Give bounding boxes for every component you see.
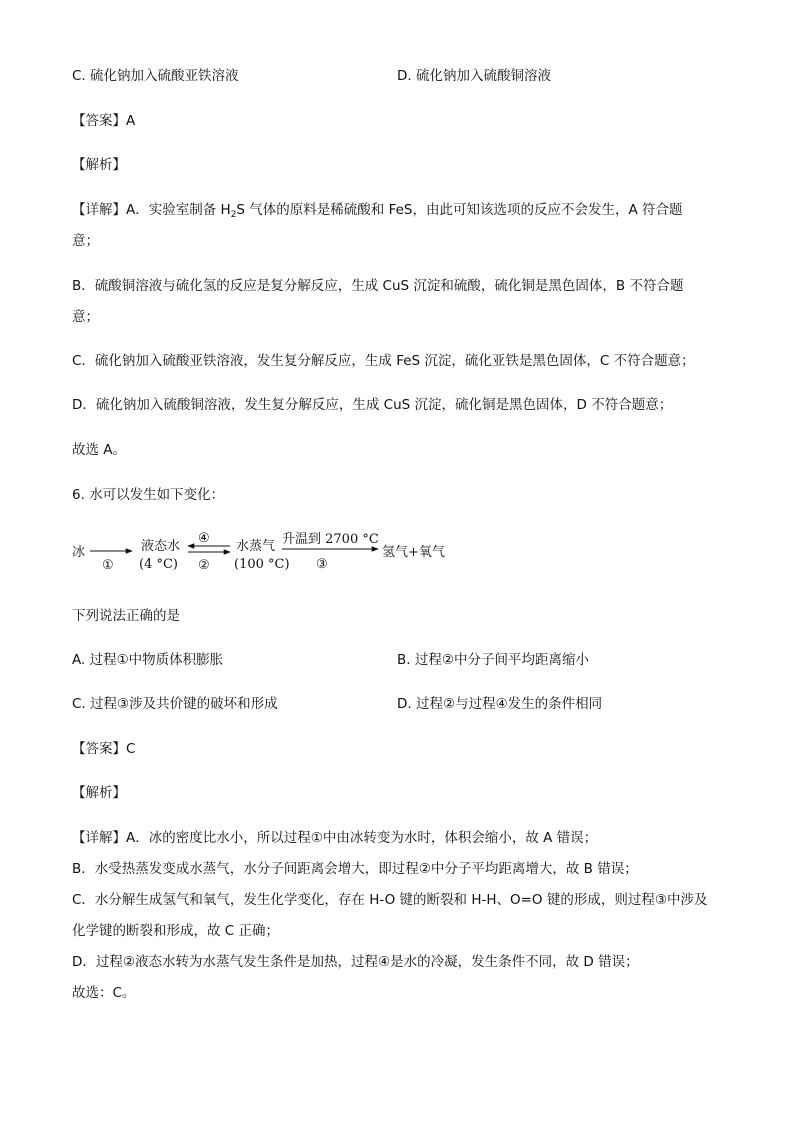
q6-question: 下列说法正确的是 [72,608,180,624]
q6-option-c: C. 过程③涉及共价键的破坏和形成 [72,696,278,712]
q6-analysis-label: 【解析】 [72,785,126,801]
q5-detail-b-line1: B．硫酸铜溶液与硫化氢的反应是复分解反应，生成 CuS 沉淀和硫酸，硫化铜是黑色固体，B 不符合题 [72,278,684,294]
q6-detail-c-line1: C．水分解生成氢气和氧气，发生化学变化，存在 H-O 键的断裂和 H-H、O=O 键的形成，则过程③中涉及 [72,892,708,908]
diagram-ice: 冰 [72,545,86,560]
diagram-step-2: ② [198,558,210,573]
diagram-step-3: ③ [316,557,328,572]
q5-detail-a-text-post: S 气体的原料是稀硫酸和 FeS，由此可知该选项的反应不会发生，A 符合题 [236,202,683,218]
diagram-step-1: ① [102,558,114,573]
diagram-step-4: ④ [198,531,210,546]
diagram-vapor-temp: (100 °C) [234,557,290,572]
q5-detail-a-line2: 意； [72,233,99,249]
q6-detail-a: 【详解】A．冰的密度比水小，所以过程①中由冰转变为水时，体积会缩小，故 A 错误； [72,830,598,846]
q5-detail-b-line2: 意； [72,309,99,325]
q6-conclusion: 故选：C。 [72,985,136,1001]
q6-option-b: B. 过程②中分子间平均距离缩小 [397,652,589,668]
q6-option-a: A. 过程①中物质体积膨胀 [72,652,224,668]
q6-phase-change-diagram [70,528,470,578]
q5-option-d: D. 硫化钠加入硫酸铜溶液 [397,68,551,84]
diagram-vapor: 水蒸气 [236,539,276,554]
q5-conclusion: 故选 A。 [72,442,127,458]
q5-detail-a-text-pre: 【详解】A．实验室制备 H [72,202,231,218]
q6-detail-c-line2: 化学键的断裂和形成，故 C 正确； [72,923,280,939]
q6-detail-d: D．过程②液态水转为水蒸气发生条件是加热，过程④是水的冷凝，发生条件不同，故 D 错误； [72,954,639,970]
q6-stem: 6. 水可以发生如下变化： [72,487,225,503]
q5-analysis-label: 【解析】 [72,157,126,173]
diagram-heat-condition: 升温到 2700 °C [282,532,379,547]
diagram-liquid-temp: (4 °C) [139,557,178,572]
q5-detail-c: C．硫化钠加入硫酸亚铁溶液，发生复分解反应，生成 FeS 沉淀，硫化亚铁是黑色固体，C 不符合题意； [72,353,695,369]
diagram-liquid: 液态水 [141,539,181,554]
q6-detail-b: B．水受热蒸发变成水蒸气，水分子间距离会增大，即过程②中分子平均距离增大，故 B 错误； [72,861,638,877]
q6-option-d: D. 过程②与过程④发生的条件相同 [397,696,603,712]
q5-detail-d: D．硫化钠加入硫酸铜溶液，发生复分解反应，生成 CuS 沉淀，硫化铜是黑色固体，D 不符合题意； [72,397,673,413]
q5-answer: 【答案】A [72,113,136,129]
q5-option-c: C. 硫化钠加入硫酸亚铁溶液 [72,68,239,84]
q5-detail-a-line1 [72,201,683,219]
diagram-products: 氢气+氧气 [382,545,445,560]
q6-answer: 【答案】C [72,741,136,757]
q5-detail-a-subscript: 2 [230,210,237,220]
